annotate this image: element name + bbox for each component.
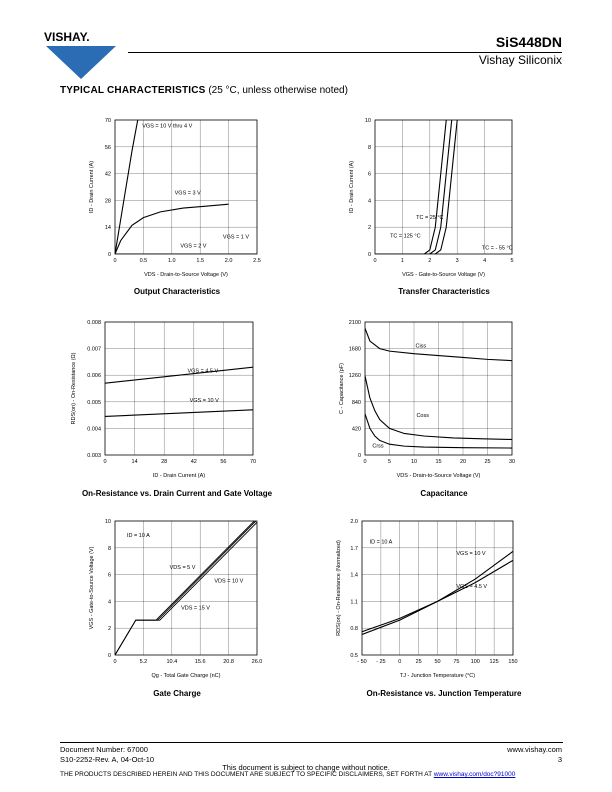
footer-doc-number: Document Number: 67000 xyxy=(60,745,148,754)
x-tick-label: 0.5 xyxy=(139,258,148,264)
y-tick-label: 0.5 xyxy=(350,653,358,659)
x-tick-label: 20 xyxy=(459,459,467,465)
section-title-rest: (25 °C, unless otherwise noted) xyxy=(205,85,348,96)
y-tick-label: 0 xyxy=(107,252,111,258)
x-tick-label: 125 xyxy=(489,659,499,665)
x-tick-label: 0 xyxy=(113,659,117,665)
annotation-onres-1: VGS = 10 V xyxy=(189,397,219,404)
x-tick-label: 0 xyxy=(113,258,117,264)
caption-cap: Capacitance xyxy=(420,489,468,498)
y-tick-label: 8 xyxy=(107,545,111,552)
part-number: SiS448DN xyxy=(495,34,562,50)
y-tick-label: 0.004 xyxy=(87,426,101,433)
x-tick-label: 4 xyxy=(483,258,487,264)
y-tick-label: 4 xyxy=(367,198,371,205)
footer-rule xyxy=(60,742,563,743)
x-tick-label: 15.6 xyxy=(194,659,206,665)
x-tick-label: 26.0 xyxy=(251,659,263,665)
annotation-transfer-2: TC = - 55 °C xyxy=(481,245,513,252)
y-tick-label: 28 xyxy=(104,198,111,205)
x-tick-label: 42 xyxy=(190,459,197,465)
y-axis-label: VGS - Gate-to-Source Voltage (V) xyxy=(89,546,95,630)
y-tick-label: 0 xyxy=(357,453,361,459)
footer-page-number: 3 xyxy=(557,755,562,764)
y-tick-label: 1.4 xyxy=(350,572,358,579)
annotation-output-2: VGS = 2 V xyxy=(180,243,207,250)
x-axis-label: TJ - Junction Temperature (°C) xyxy=(399,673,476,679)
annotation-output-0: VGS = 10 V thru 4 V xyxy=(142,123,193,130)
x-tick-label: 14 xyxy=(131,459,138,465)
footer-disclaimer-link[interactable]: www.vishay.com/doc?91000 xyxy=(433,771,516,778)
y-tick-label: 14 xyxy=(104,225,111,232)
annotation-gate-2: VDS = 10 V xyxy=(214,578,244,585)
x-tick-label: 1.5 xyxy=(196,258,205,264)
y-tick-label: 6 xyxy=(107,572,111,579)
y-tick-label: 10 xyxy=(364,118,371,124)
x-tick-label: 1 xyxy=(400,258,404,264)
x-axis-label: ID - Drain Current (A) xyxy=(152,473,206,479)
y-tick-label: 840 xyxy=(351,399,361,406)
chart-output xyxy=(89,118,261,278)
y-tick-label: 420 xyxy=(351,426,361,433)
x-tick-label: 0 xyxy=(103,459,107,465)
y-axis-label: RDS(on) - On-Resistance (Ω) xyxy=(71,352,77,425)
x-tick-label: - 25 xyxy=(376,659,386,665)
x-tick-label: 150 xyxy=(508,659,518,665)
series-output-0 xyxy=(115,120,138,254)
footer-disclaimer xyxy=(60,771,515,778)
annotation-cap-0: Ciss xyxy=(415,343,427,350)
x-tick-label: 15 xyxy=(435,459,442,465)
caption-gate: Gate Charge xyxy=(153,689,201,698)
y-tick-label: 0.007 xyxy=(87,346,101,353)
annotation-onres-0: VGS = 4.5 V xyxy=(187,368,219,375)
chart-cap xyxy=(339,320,515,479)
footer-disclaimer-text: THE PRODUCTS DESCRIBED HEREIN AND THIS DOCUMENT ARE SUBJECT TO SPECIFIC DISCLAIMERS, SET FORTH AT xyxy=(60,771,434,778)
series-gate-2 xyxy=(115,522,257,655)
annotation-cap-2: Crss xyxy=(372,443,384,450)
annotation-gate-0: ID = 10 A xyxy=(127,533,150,540)
x-axis-label: VGS - Gate-to-Source Voltage (V) xyxy=(402,272,485,278)
x-tick-label: 2 xyxy=(428,258,432,264)
y-tick-label: 6 xyxy=(367,171,371,178)
y-tick-label: 0 xyxy=(107,653,111,659)
series-gate-0 xyxy=(115,521,254,655)
chart-transfer xyxy=(349,118,514,278)
y-tick-label: 10 xyxy=(104,519,111,525)
caption-onres: On-Resistance vs. Drain Current and Gate Voltage xyxy=(81,489,273,498)
x-axis-label: Qg - Total Gate Charge (nC) xyxy=(151,673,221,679)
annotation-transfer-1: TC = 125 °C xyxy=(390,233,421,240)
x-tick-label: 28 xyxy=(161,459,168,465)
y-tick-label: 0.008 xyxy=(87,320,101,326)
x-tick-label: 70 xyxy=(249,459,257,465)
footer-website[interactable]: www.vishay.com xyxy=(507,745,562,754)
y-tick-label: 1.1 xyxy=(350,599,358,606)
y-tick-label: 2 xyxy=(107,626,111,633)
y-tick-label: 42 xyxy=(104,171,111,178)
annotation-gate-3: VDS = 15 V xyxy=(181,605,210,612)
footer-revision: S10-2252-Rev. A, 04-Oct-10 xyxy=(60,755,155,764)
company-name: Vishay Siliconix xyxy=(478,53,562,67)
annotation-transfer-0: TC = 25 °C xyxy=(416,215,444,222)
x-tick-label: 5 xyxy=(510,258,514,264)
x-tick-label: 10 xyxy=(410,459,418,465)
y-tick-label: 1680 xyxy=(348,346,361,353)
y-tick-label: 0.006 xyxy=(87,373,101,380)
x-tick-label: 5.2 xyxy=(139,659,148,665)
x-tick-label: 100 xyxy=(470,659,480,665)
annotation-cap-1: Coss xyxy=(416,413,429,419)
caption-output: Output Characteristics xyxy=(133,287,221,296)
annotation-rtemp-2: VGS = 4.5 V xyxy=(456,584,488,590)
y-tick-label: 0.8 xyxy=(350,626,358,633)
x-tick-label: 0 xyxy=(363,459,367,465)
x-tick-label: 2.0 xyxy=(224,258,233,264)
x-tick-label: 75 xyxy=(453,659,460,665)
y-axis-label: RDS(on) - On-Resistance (Normalized) xyxy=(336,540,342,636)
x-tick-label: 25 xyxy=(415,659,422,665)
x-tick-label: 20.8 xyxy=(223,659,234,665)
plot-frame xyxy=(105,322,253,455)
footer-notice: This document is subject to change without notice. xyxy=(222,763,390,772)
x-tick-label: 50 xyxy=(434,659,441,665)
y-axis-label: ID - Drain Current (A) xyxy=(349,160,355,214)
caption-transfer: Transfer Characteristics xyxy=(398,287,490,296)
series-onres-1 xyxy=(105,410,253,417)
y-tick-label: 2.0 xyxy=(350,519,358,525)
x-tick-label: 1.0 xyxy=(167,258,176,264)
chart-rtemp xyxy=(336,519,518,679)
y-tick-label: 1260 xyxy=(348,373,361,380)
x-tick-label: 56 xyxy=(220,459,227,465)
x-tick-label: 25 xyxy=(484,459,491,465)
y-tick-label: 8 xyxy=(367,144,371,151)
x-tick-label: 2.5 xyxy=(253,258,261,264)
logo-text: VISHAY. xyxy=(44,30,90,44)
section-title-bold: TYPICAL CHARACTERISTICS xyxy=(60,85,206,96)
y-tick-label: 1.7 xyxy=(350,545,358,552)
y-axis-label: C - Capacitance (pF) xyxy=(339,362,345,415)
y-axis-label: ID - Drain Current (A) xyxy=(89,160,95,214)
x-tick-label: 5 xyxy=(387,459,392,465)
y-tick-label: 70 xyxy=(104,118,111,124)
y-tick-label: 4 xyxy=(107,599,111,606)
chart-onres xyxy=(71,320,256,479)
y-tick-label: 0 xyxy=(367,252,371,258)
x-tick-label: 3 xyxy=(455,258,459,264)
annotation-gate-1: VDS = 5 V xyxy=(169,565,196,572)
x-tick-label: 30 xyxy=(508,459,516,465)
y-tick-label: 2 xyxy=(367,225,371,232)
caption-rtemp: On-Resistance vs. Junction Temperature xyxy=(366,689,522,698)
x-axis-label: VDS - Drain-to-Source Voltage (V) xyxy=(396,473,481,479)
x-tick-label: 0 xyxy=(373,258,377,264)
y-tick-label: 0.003 xyxy=(87,453,101,459)
annotation-rtemp-1: VGS = 10 V xyxy=(456,550,486,557)
y-tick-label: 56 xyxy=(104,144,111,151)
chart-gate xyxy=(89,519,262,679)
y-tick-label: 2100 xyxy=(348,320,361,326)
annotation-output-1: VGS = 3 V xyxy=(174,190,201,197)
x-tick-label: - 50 xyxy=(357,659,367,665)
annotation-output-3: VGS = 1 V xyxy=(222,234,250,241)
x-tick-label: 0 xyxy=(398,659,402,665)
x-tick-label: 10.4 xyxy=(166,659,178,665)
y-tick-label: 0.005 xyxy=(87,399,101,406)
x-axis-label: VDS - Drain-to-Source Voltage (V) xyxy=(144,272,228,278)
annotation-rtemp-0: ID = 10 A xyxy=(369,539,393,546)
